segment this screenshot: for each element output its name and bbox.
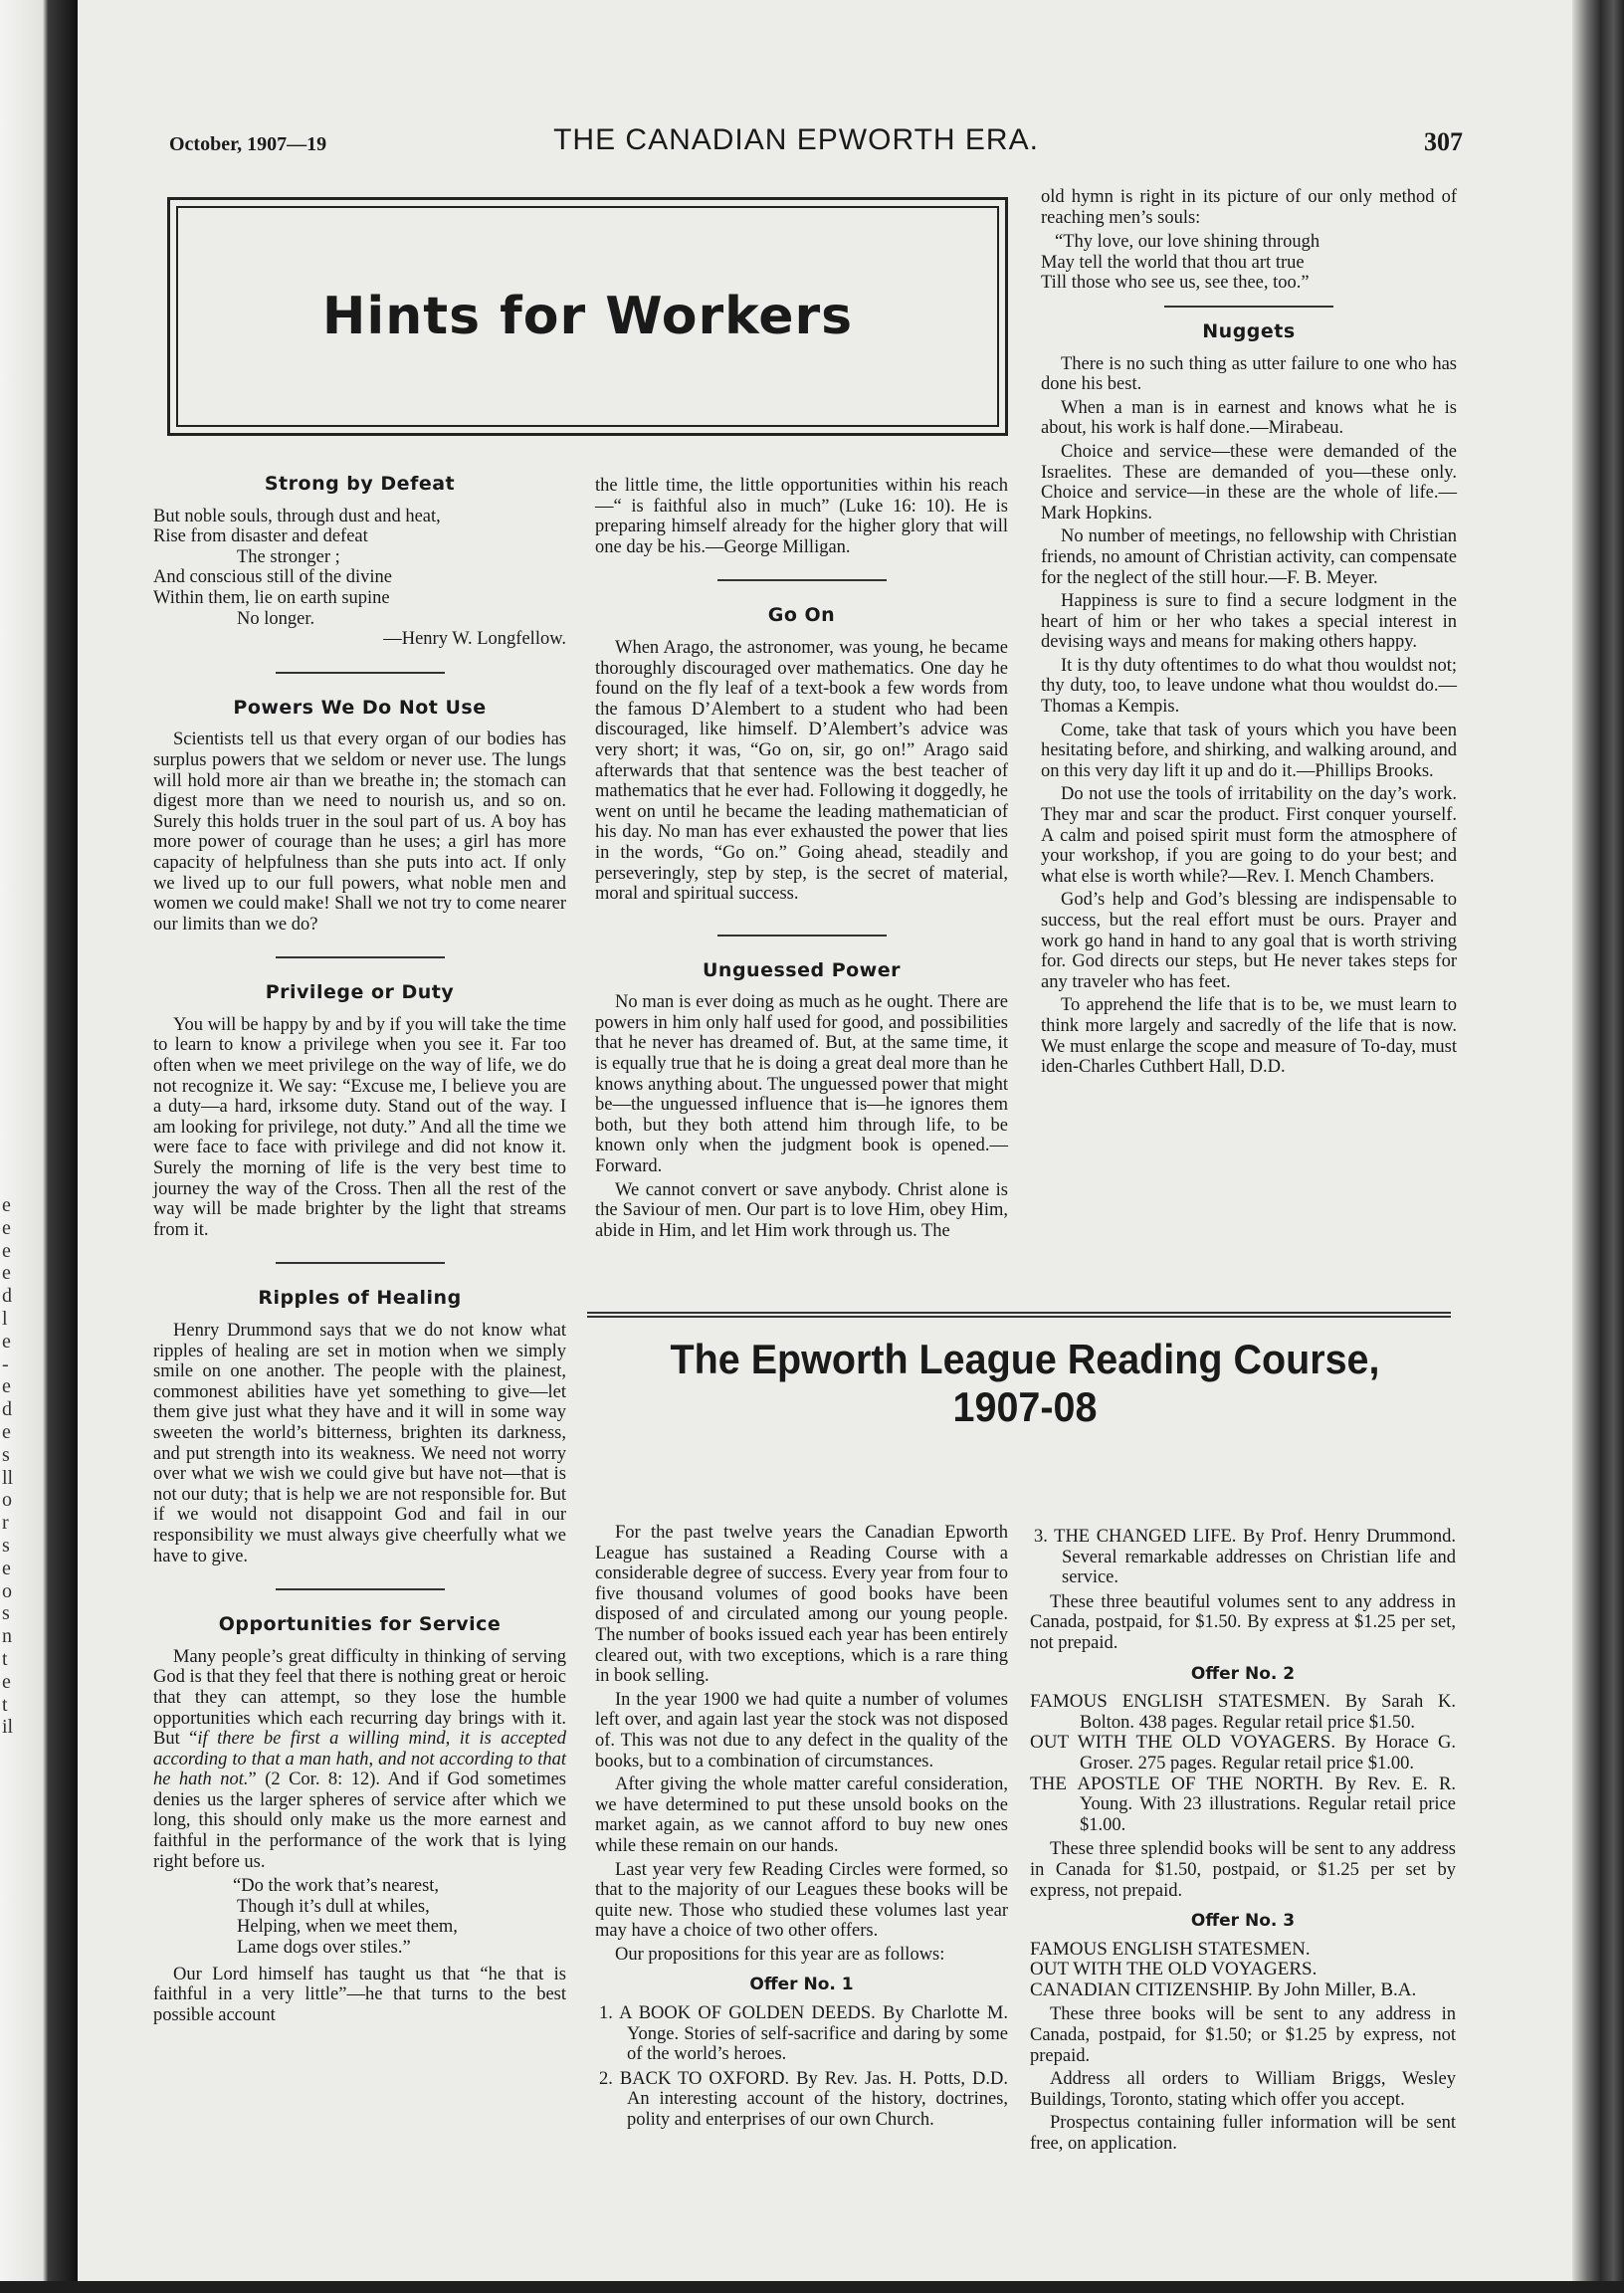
divider [276,1588,445,1590]
edge-letter: t [2,1647,8,1670]
privilege-text: You will be happy by and by if you will take the time to learn to know a privilege when you see it. Far too often when we meet privilege on the way of life, we do not recognize it. We say: “Excuse me, I believe you are a duty—a hard, irksome duty. Stand out of the way. I am looking for privilege, not duty.” And all the time we were face to face with privilege and did not know it. Surely the morning of life is the very best time to journey the way of the Cross. Then all the rest of the way will be made brighter by the light that streams from it. [153,1014,566,1240]
edge-letter: d [2,1285,12,1308]
divider [717,935,887,937]
go-on-text: When Arago, the astronomer, was young, he became thoroughly discouraged over mathematics. One day he found on the fly leaf of a text-book a few words from the famous D’Alembert to a student who had been discouraged, like himself. D’Alembert’s advice was very short; it was, “Go on, sir, go on!” Arago said afterwards that that sentence was the best teacher of mathematics that he ever had. Following it doggedly, he went on until he became the leading mathematician of his day. No man has ever exhausted the power that lies in the words, “Go on.” Going ahead, steadily and perseveringly, step by step, is the secret of material, moral and spiritual success. [595,637,1008,905]
course-paragraph: In the year 1900 we had quite a number of volumes left over, and again last year the stock was not disposed of. This was not due to any defect in the quality of the books, but to a combination of circumstances. [595,1689,1008,1772]
edge-letter: o [2,1579,12,1602]
edge-letter: s [2,1534,10,1557]
section-divider [587,1312,1451,1318]
offer-3-heading: Offer No. 3 [1190,1911,1296,1932]
offer-1-heading: Offer No. 1 [749,1975,854,1995]
running-header [139,123,1463,167]
offer-1-note: These three beautiful volumes sent to any address in Canada, postpaid, for $1.50. By express at $1.25 per set, not prepaid. [1030,1591,1456,1653]
divider [1164,306,1333,308]
divider [717,579,887,581]
reading-course-column-1 [595,1523,1008,2135]
course-paragraph: For the past twelve years the Canadian Epworth League has sustained a Reading Course with a considerable degree of success. Every year from four to five thousand volumes of good books have been disposed of and circulated among our young people. The number of books issued each year has been entirely cleared out, with two exceptions, which is a rare thing in book selling. [595,1523,1008,1687]
section-heading-powers: Powers We Do Not Use [233,696,487,719]
edge-letter: r [2,1512,9,1535]
edge-letter: e [2,1239,11,1262]
edge-letter: t [2,1693,8,1716]
offer-2-heading: Offer No. 2 [1190,1663,1296,1684]
page-number: 307 [1424,127,1463,156]
hymn-intro: old hymn is right in its picture of our only method of reaching men’s souls: [1041,187,1457,228]
edge-letter: e [2,1262,11,1285]
edge-letter: e [2,1557,11,1579]
longfellow-poem: But noble souls, through dust and heat, Rise from disaster and defeat The stronger ; And conscious still of the divine Within them, lie on earth supine No longer. —Henry W. Longfellow. [153,506,566,650]
ripples-text: Henry Drummond says that we do not know what ripples of healing are set in motion when we simply smile on one another. The people with the plainest, commonest abilities have yet something to give—let them give just what they have and it will in some way sweeten the world’s bitterness, brighten its darkness, and put strength into its weakness. We need not worry over what we wish we could give but have not—that is not our duty; that is help we are not responsible for. But if we would not disappoint God and fail in our responsibility we must always give cheerfully what we have to give. [153,1321,566,1566]
course-paragraph: After giving the whole matter careful consideration, we have determined to put these unsold books on the market again, as we cannot afford to buy new ones while these remain on our hands. [595,1774,1008,1856]
prospectus-note: Prospectus containing fuller information will be sent free, on application. [1030,2113,1456,2155]
offer-3-item: FAMOUS ENGLISH STATESMEN. [1030,1938,1311,1960]
edge-letter: e [2,1375,11,1398]
divider [276,672,445,674]
offer-2-item: THE APOSTLE OF THE NORTH. By Rev. E. R. Young. With 23 illustrations. Regular retail price $1.00. [1030,1772,1456,1835]
column-3 [1041,187,1457,1081]
course-paragraph: Our propositions for this year are as follows: [615,1944,945,1965]
nugget: Happiness is sure to find a secure lodgment in the heart of him or her who takes a special interest in devising ways and means for making others happy. [1041,591,1457,653]
section-heading-opportunities: Opportunities for Service [218,1613,502,1636]
nugget: To apprehend the life that is to be, we must learn to think more largely and sacredly of the life that is now. We must enlarge the scope and measure of To-day, must iden-Charles Cuthbert Hall, D.D. [1041,995,1457,1078]
unguessed-text: No man is ever doing as much as he ought. There are powers in him only half used for good, and possibilities that he never has dreamed of. But, at the same time, it is equally true that he is doing a great deal more than he knows anything about. The unguessed power that might be—the unguessed influence that is—he ignores them both, but they both attend him through life, to be known only when the judgment book is opened.—Forward. [595,992,1008,1177]
section-heading-unguessed: Unguessed Power [703,958,901,981]
nugget: No number of meetings, no fellowship with Christian friends, no amount of Christian activity, can compensate for the neglect of the still hour.—F. B. Meyer. [1041,526,1457,588]
milligan-continuation: the little time, the little opportunities within his reach—“ is faithful also in much” (Luke 16: 10). He is preparing himself already for the higher glory that will one day be his.—George Milligan. [595,476,1008,557]
nugget: There is no such thing as utter failure to one who has done his best. [1041,353,1457,395]
edge-letter: - [2,1353,9,1375]
edge-letter: s [2,1602,10,1625]
reading-course-column-2 [1030,1527,1456,2158]
edge-letter: o [2,1489,12,1512]
section-heading-ripples: Ripples of Healing [258,1287,462,1310]
nugget: Come, take that task of yours which you have been hesitating before, and shirking, and walking around, and on this very day lift it up and do it.—Phillips Brooks. [1041,720,1457,781]
hymn-quote: “Thy love, our love shining through May tell the world that thou art true Till those who see us, see thee, too.” [1041,232,1320,294]
offer-3-item: OUT WITH THE OLD VOYAGERS. [1030,1959,1318,1980]
edge-letter: il [2,1716,14,1739]
nugget: It is thy duty oftentimes to do what thou wouldst not; thy duty, too, to leave undone what thou wouldst do.—Thomas a Kempis. [1041,655,1457,718]
edge-letter: ll [2,1466,14,1489]
edge-letter: e [2,1194,11,1216]
offer-2-item: OUT WITH THE OLD VOYAGERS. By Horace G. Groser. 275 pages. Regular retail price $1.00. [1030,1732,1457,1773]
section-heading-go-on: Go On [767,604,836,627]
page-edge-shadow [1572,0,1624,2293]
offer-2-item: FAMOUS ENGLISH STATESMEN. By Sarah K. Bolton. 438 pages. Regular retail price $1.50. [1030,1691,1456,1733]
edge-letter: e [2,1420,11,1443]
book-spine-shadow [0,0,78,2293]
nugget: Do not use the tools of irritability on the day’s work. They mar and scar the product. First conquer yourself. A calm and poised spirit must form the atmosphere of your workshop, if you are going to do your best; and what else is worth while?—Rev. I. Mench Chambers. [1041,784,1457,887]
course-paragraph: Last year very few Reading Circles were formed, so that to the majority of our Leagues these books will be quite new. Those who studied these volumes last year may have a choice of two other offers. [595,1859,1008,1942]
order-address: Address all orders to William Briggs, Wesley Buildings, Toronto, stating which offer you accept. [1030,2069,1456,2110]
magazine-title: THE CANADIAN EPWORTH ERA. [553,123,1039,156]
divider [276,956,445,958]
column-1 [153,468,566,2028]
edge-letter: d [2,1398,12,1421]
offer-3-note: These three books will be sent to any address in Canada, postpaid, for $1.50; or $1.25 by express, not prepaid. [1030,2004,1456,2066]
offer-2-note: These three splendid books will be sent to any address in Canada for $1.50, postpaid, or $1.25 per set by express, not prepaid. [1030,1839,1456,1901]
section-heading-privilege: Privilege or Duty [265,981,455,1004]
offer-1-item: 1. A BOOK OF GOLDEN DEEDS. By Charlotte M. Yonge. Stories of self-sacrifice and daring by some of the world’s heroes. [599,2003,1009,2065]
divider [276,1262,445,1264]
opportunities-poem: “Do the work that’s nearest, Though it’s dull at whiles, Helping, when we meet them, Lame dogs over stiles.” [233,1876,458,1959]
unguessed-text-2: We cannot convert or save anybody. Christ alone is the Saviour of men. Our part is to love Him, obey Him, abide in Him, and let Him work through us. The [595,1179,1008,1241]
column-2 [595,476,1008,1244]
edge-letter: e [2,1670,11,1693]
magazine-page [139,109,1463,2209]
opportunities-text-2: Our Lord himself has taught us that “he that is faithful in a very little”—he that turns to the best possible account [153,1964,566,2025]
hints-title-box [167,197,1008,436]
issue-date: October, 1907—19 [169,133,327,155]
edge-letter: l [2,1307,8,1330]
edge-letter: e [2,1216,11,1239]
nugget: Choice and service—these were demanded of the Israelites. These are demanded of you—these only. Choice and service—in these are the whole of life.—Mark Hopkins. [1041,441,1457,523]
nugget: God’s help and God’s blessing are indispensable to success, but the real effort must be ours. Prayer and work go hand in hand to any goal that is worth striving for. God directs our steps, but He never takes steps for any traveler who has feet. [1041,890,1457,992]
section-heading-nuggets: Nuggets [1202,319,1296,342]
poem-attribution: —Henry W. Longfellow. [383,629,566,650]
section-heading-strong-by-defeat: Strong by Defeat [264,473,456,495]
powers-text: Scientists tell us that every organ of our bodies has surplus powers that we seldom or never use. The lungs will hold more air than we breathe in; the stomach can digest more than we need to nourish us, and so on. Surely this holds truer in the soul part of us. A boy has more power of courage than he uses; a girl has more capacity of helpfulness than she puts into act. If only we lived up to our full powers, what noble men and women we could make! Shall we not try to come nearer our limits than we do? [153,730,566,935]
nugget: When a man is in earnest and knows what he is about, his work is half done.—Mirabeau. [1041,397,1457,439]
reading-course-title: The Epworth League Reading Course, 1907-08 [670,1336,1380,1430]
offer-3-item: CANADIAN CITIZENSHIP. By John Miller, B.A. [1030,1979,1417,2000]
offer-1-item: 2. BACK TO OXFORD. By Rev. Jas. H. Potts, D.D. An interesting account of the history, doctrines, polity and enterprises of our own Church. [599,2068,1008,2131]
edge-letter: e [2,1330,11,1353]
bottom-edge-shadow [0,2281,1624,2293]
offer-1-item: 3. THE CHANGED LIFE. By Prof. Henry Drummond. Several remarkable addresses on Christian life and service. [1034,1527,1457,1588]
edge-letter: n [2,1625,12,1648]
opportunities-text: Many people’s great difficulty in thinking of serving God is that they feel that there is nothing great or heroic that they can attempt, so they lose the humble opportunities which each recurring day brings with it. But “if there be first a willing mind, it is accepted according to that a man hath, and not according to that he hath not.” (2 Cor. 8: 12). And if God sometimes denies us the larger spheres of service after which we long, this should only make us the more earnest and faithful in the performance of the work that is lying right before us. [153,1646,566,1872]
hints-title: Hints for Workers [321,287,854,346]
facing-page-edge-text [2,1194,22,1739]
edge-letter: s [2,1443,10,1466]
